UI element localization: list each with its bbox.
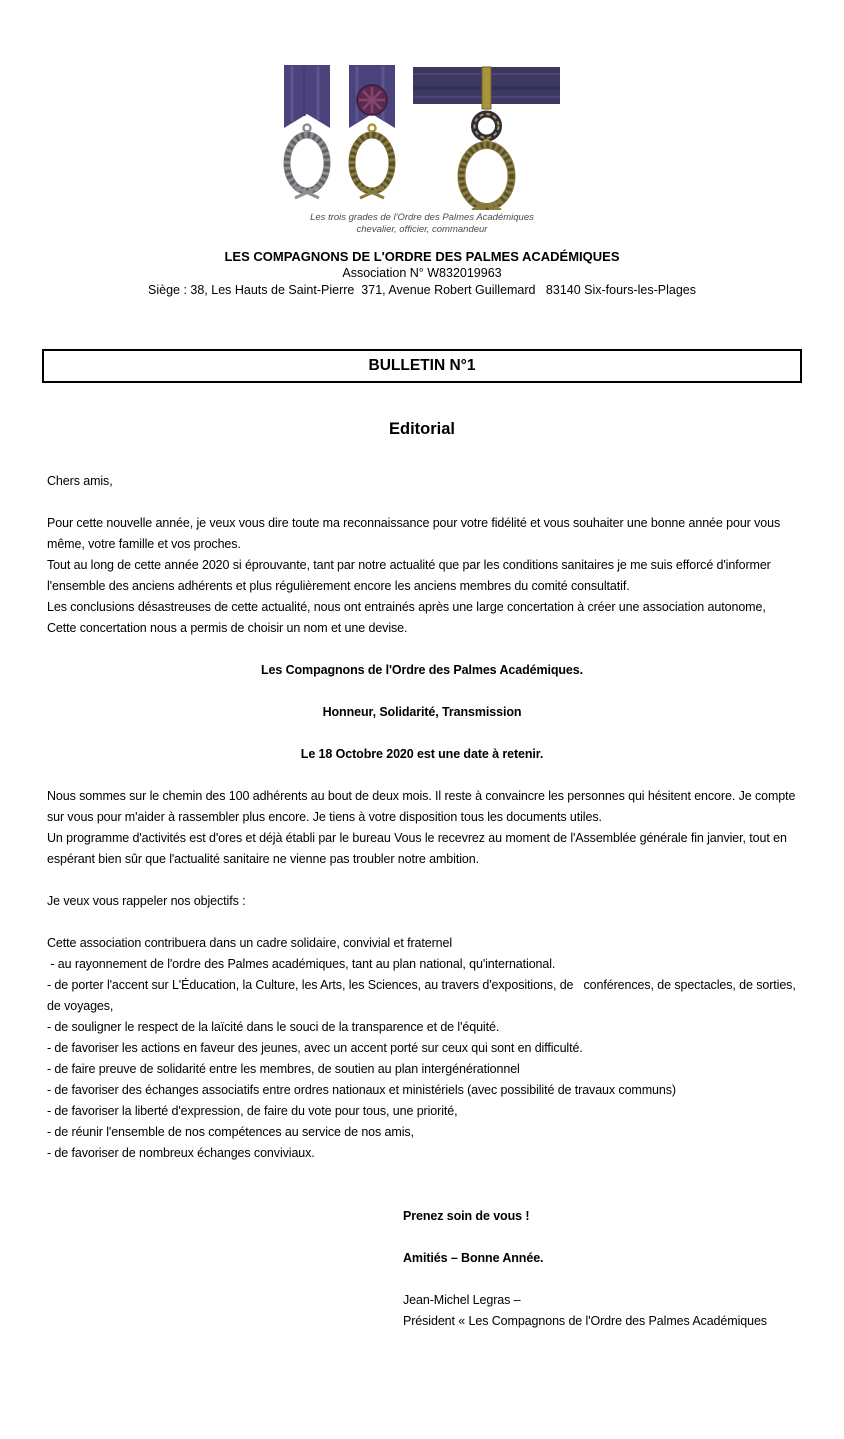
objective-item: - de favoriser les actions en faveur des jeunes, avec un accent porté sur ceux qui sont en difficulté.	[47, 1041, 583, 1055]
bulletin-title: BULLETIN N°1	[368, 357, 476, 374]
objective-item: - de favoriser de nombreux échanges conviviaux.	[47, 1146, 315, 1160]
objective-item: - de souligner le respect de la laïcité dans le souci de la transparence et de l'équité.	[47, 1020, 500, 1034]
commandeur-medal	[413, 67, 560, 210]
bulletin-title-box	[42, 349, 802, 383]
motto-name: Les Compagnons de l'Ordre des Palmes Académiques.	[260, 663, 584, 677]
editorial-heading: Editorial	[388, 420, 455, 438]
objectives-list	[47, 933, 800, 1164]
editorial-paragraph-1	[47, 513, 797, 639]
objective-item: - de favoriser la liberté d'expression, de faire du vote pour tous, une priorité,	[47, 1104, 458, 1118]
objective-item: - de favoriser des échanges associatifs entre ordres nationaux et ministériels (avec possibilité de travaux communs)	[47, 1083, 676, 1097]
paragraph-line: Pour cette nouvelle année, je veux vous dire toute ma reconnaissance pour votre fidélité et vous souhaiter une bonne année pour vous même, votre famille et vos proches.	[47, 516, 784, 551]
medals-illustration	[282, 64, 562, 210]
motto-values: Honneur, Solidarité, Transmission	[322, 705, 522, 719]
paragraph-line: Tout au long de cette année 2020 si éprouvante, tant par notre actualité que par les conditions sanitaires je me suis efforcé d'informer l'ensemble des anciens adhérents et plus régulièrement encore les anciens membres du comité consultatif.	[47, 558, 775, 593]
officier-medal	[349, 65, 395, 198]
salutation: Chers amis,	[47, 474, 113, 488]
association-number: Association N° W832019963	[342, 266, 502, 280]
objectives-intro: Je veux vous rappeler nos objectifs :	[47, 894, 246, 908]
chevalier-medal	[284, 65, 330, 198]
medals-caption-line1: Les trois grades de l'Ordre des Palmes Académiques	[310, 212, 534, 223]
medals-caption	[0, 212, 844, 236]
closing-line-2: Amitiés – Bonne Année.	[403, 1251, 544, 1265]
paragraph-line: Un programme d'activités est d'ores et déjà établi par le bureau Vous le recevrez au moment de l'Assemblée générale fin janvier, tout en espérant bien sûr que l'actualité sanitaire ne vienne pas troubler notre ambition.	[47, 831, 791, 866]
key-date: Le 18 Octobre 2020 est une date à retenir.	[300, 747, 544, 761]
paragraph-line: Nous sommes sur le chemin des 100 adhérents au bout de deux mois. Il reste à convaincre les personnes qui hésitent encore. Je compte sur vous pour m'aider à rassembler plus encore. Je tiens à votre disposition tous les documents utiles.	[47, 789, 799, 824]
objectives-lead: Cette association contribuera dans un cadre solidaire, convivial et fraternel	[47, 936, 453, 950]
signature-title: Président « Les Compagnons de l'Ordre des Palmes Académiques	[403, 1314, 767, 1328]
objective-item: - de porter l'accent sur L'Éducation, la Culture, les Arts, les Sciences, au travers d'expositions, de conférences, de spectacles, de sorties, de voyages,	[47, 978, 800, 1013]
closing-line-1: Prenez soin de vous !	[403, 1209, 530, 1223]
objective-item: - de réunir l'ensemble de nos compétences au service de nos amis,	[47, 1125, 414, 1139]
editorial-paragraph-2	[47, 786, 797, 870]
medals-image	[0, 0, 844, 236]
paragraph-line: Cette concertation nous a permis de choisir un nom et une devise.	[47, 621, 408, 635]
paragraph-line: Les conclusions désastreuses de cette actualité, nous ont entrainés après une large concertation à créer une association autonome,	[47, 600, 766, 614]
objective-item: - de faire preuve de solidarité entre les membres, de soutien au plan intergénérationnel	[47, 1062, 520, 1076]
org-name: LES COMPAGNONS DE L'ORDRE DES PALMES ACADÉMIQUES	[224, 249, 620, 264]
medals-caption-line2: chevalier, officier, commandeur	[356, 224, 488, 235]
signature-name: Jean-Michel Legras –	[403, 1293, 521, 1307]
org-address: Siège : 38, Les Hauts de Saint-Pierre 371, Avenue Robert Guillemard 83140 Six-fours-les-Plages	[148, 283, 696, 297]
objective-item: - au rayonnement de l'ordre des Palmes académiques, tant au plan national, qu'international.	[47, 957, 556, 971]
closing-block	[403, 1206, 797, 1332]
